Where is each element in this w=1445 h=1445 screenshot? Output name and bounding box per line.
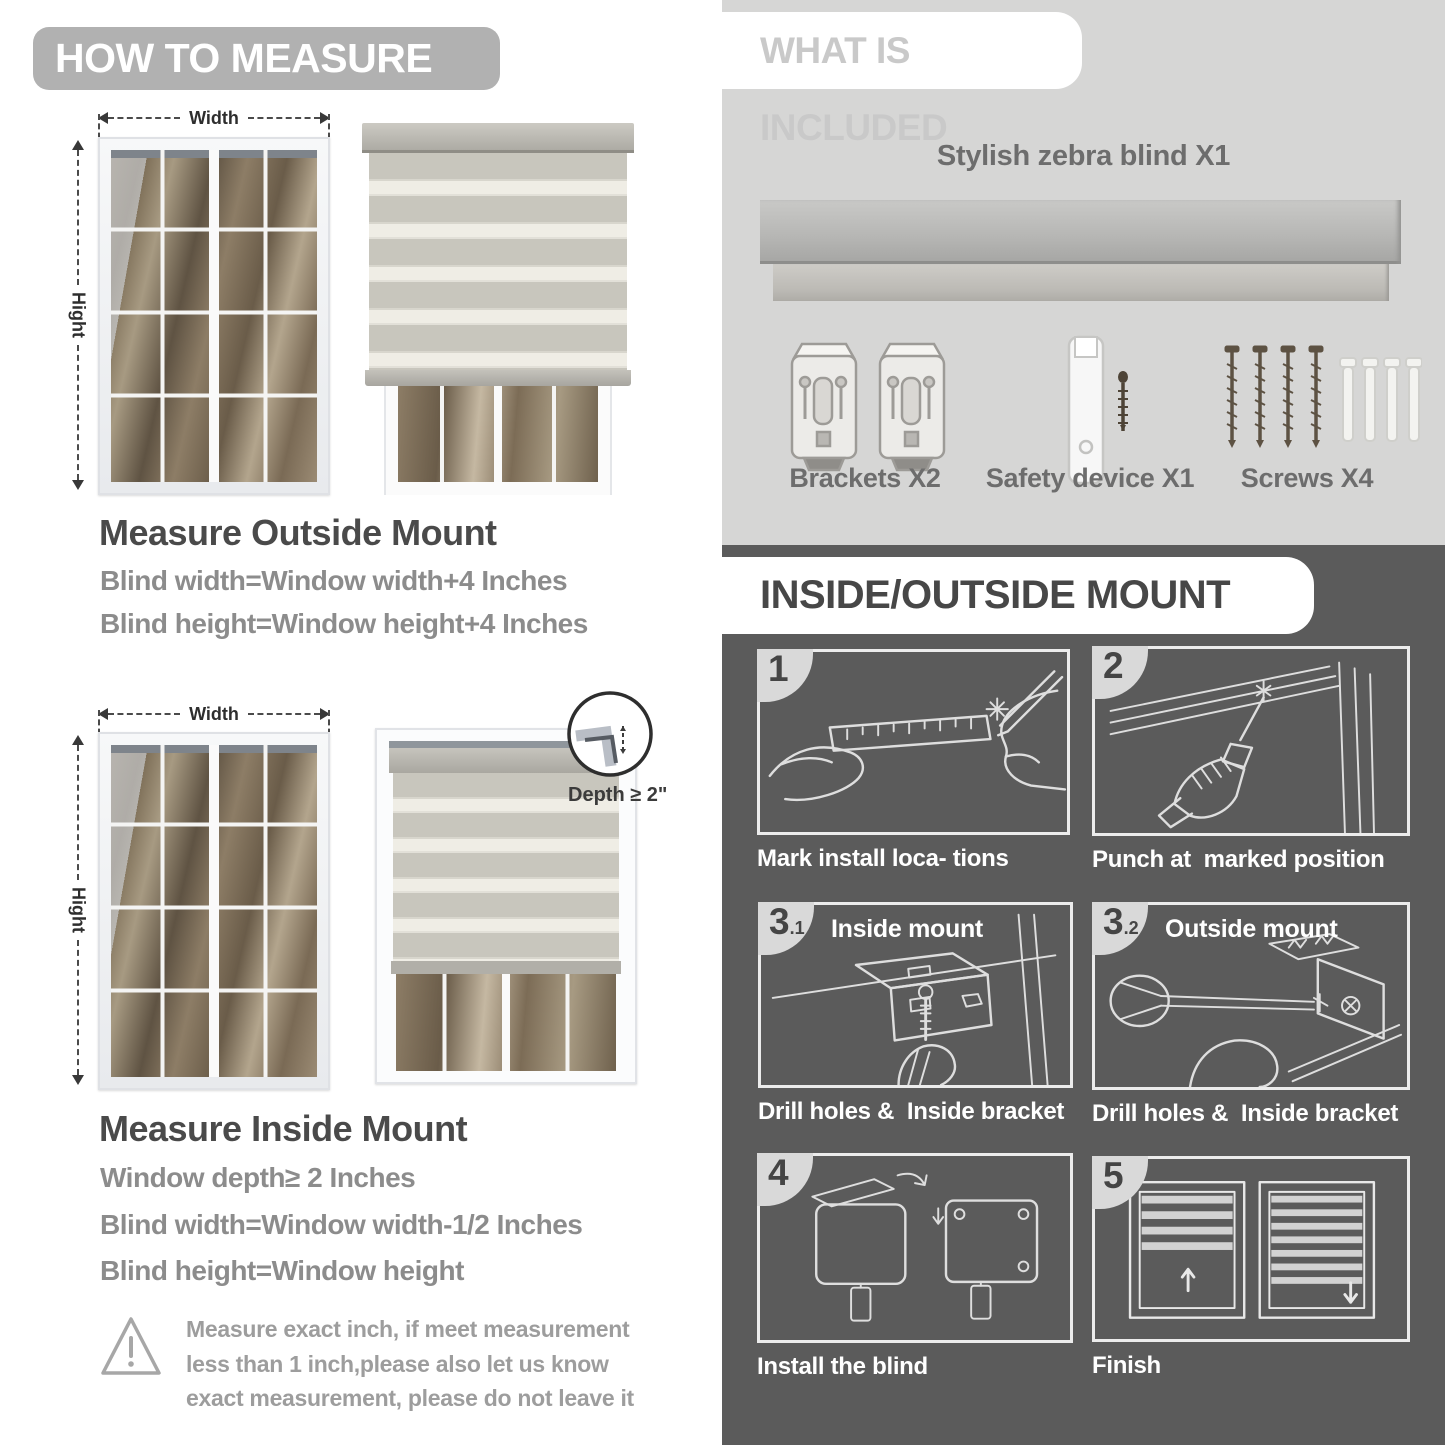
step-4-caption: Install the blind [757,1353,928,1380]
inside-depth-rule: Window depth≥ 2 Inches [100,1162,416,1193]
outside-width-formula: Blind width=Window width+4 Inches [100,565,568,596]
step-badge: 5 [1092,1156,1148,1209]
arrow-left-icon [98,708,108,720]
window-illustration-outside [98,137,330,495]
inside-width-formula: Blind width=Window width-1/2 Inches [100,1209,583,1240]
warning-text: Measure exact inch, if meet measurement less than 1 inch,please also let us know exact measurement, please do not leave it [186,1316,634,1411]
wall-anchor-icon [1340,358,1422,441]
step-1 [757,649,1070,873]
step-badge: 2 [1092,646,1148,699]
inside-height-formula: Blind height=Window height [100,1255,464,1286]
outside-height-formula: Blind height=Window height+4 Inches [100,608,588,639]
blind-cassette [362,123,634,150]
inside-mount-title: Measure Inside Mount [99,1108,468,1149]
outside-mount-title: Measure Outside Mount [99,512,497,553]
zebra-blind-inside-illustration [375,728,637,1084]
inside-mount-label: Inside mount [831,915,983,943]
blind-bottom-rail [365,370,631,386]
arrow-right-icon [320,112,330,124]
arrow-left-icon [98,112,108,124]
inside-outside-mount-header: INSIDE/OUTSIDE MOUNT [722,557,1314,634]
step-badge: 4 [757,1153,813,1206]
blind-headrail-image [760,200,1401,264]
bracket-icon [788,340,948,474]
safety-device-label: Safety device X1 [985,463,1195,493]
height-label: Hight [68,887,89,933]
arrow-right-icon [320,708,330,720]
step-3-2 [1092,902,1410,1128]
step-2-caption: Punch at marked position [1092,846,1385,873]
warning-triangle-icon [98,1312,164,1382]
step-3-1-illustration [758,902,1073,1088]
arrow-down-icon [72,480,84,490]
arrow-up-icon [72,140,84,150]
step-badge: 1 [757,649,813,702]
depth-label: Depth ≥ 2" [568,784,668,806]
width-label: Width [189,107,239,128]
step-1-illustration [757,649,1070,835]
window-illustration-inside [98,732,330,1090]
height-dimension-arrow [68,735,89,1085]
blind-bottomrail-image [773,264,1389,301]
step-4-illustration [757,1153,1073,1343]
step-3-2-caption: Drill holes & Inside bracket [1092,1100,1399,1127]
width-label: Width [189,703,239,724]
outside-mount-label: Outside mount [1165,915,1338,943]
step-4 [757,1153,1073,1381]
step-1-caption: Mark install loca- tions [757,845,1009,872]
step-badge: 3 .2 [1092,902,1148,955]
screw-icon [1222,342,1422,472]
zebra-blind-outside-illustration [362,123,634,495]
what-is-included-header: WHAT IS INCLUDED [722,12,1082,89]
screws-label: Screws X4 [1240,463,1374,493]
blind-bottom-rail [391,961,621,974]
blind-stripes [369,153,627,370]
step-5-illustration [1092,1156,1410,1342]
how-to-measure-header: HOW TO MEASURE [33,27,500,90]
measure-warning-note [98,1312,638,1416]
arrow-down-icon [72,1075,84,1085]
height-label: Hight [68,292,89,338]
arrow-up-icon [72,735,84,745]
step-2-illustration [1092,646,1410,836]
height-dimension-arrow [68,140,89,490]
step-5 [1092,1156,1410,1380]
blind-product-label: Stylish zebra blind X1 [936,140,1231,172]
step-5-caption: Finish [1092,1352,1161,1379]
width-dimension-arrow [98,107,330,128]
step-3-1 [758,902,1073,1126]
depth-detail-magnifier [566,690,654,778]
step-badge: 3 .1 [758,902,814,955]
step-2 [1092,646,1410,874]
step-3-2-illustration [1092,902,1410,1090]
brackets-label: Brackets X2 [789,463,941,493]
step-3-1-caption: Drill holes & Inside bracket [758,1098,1065,1125]
width-dimension-arrow [98,703,330,724]
